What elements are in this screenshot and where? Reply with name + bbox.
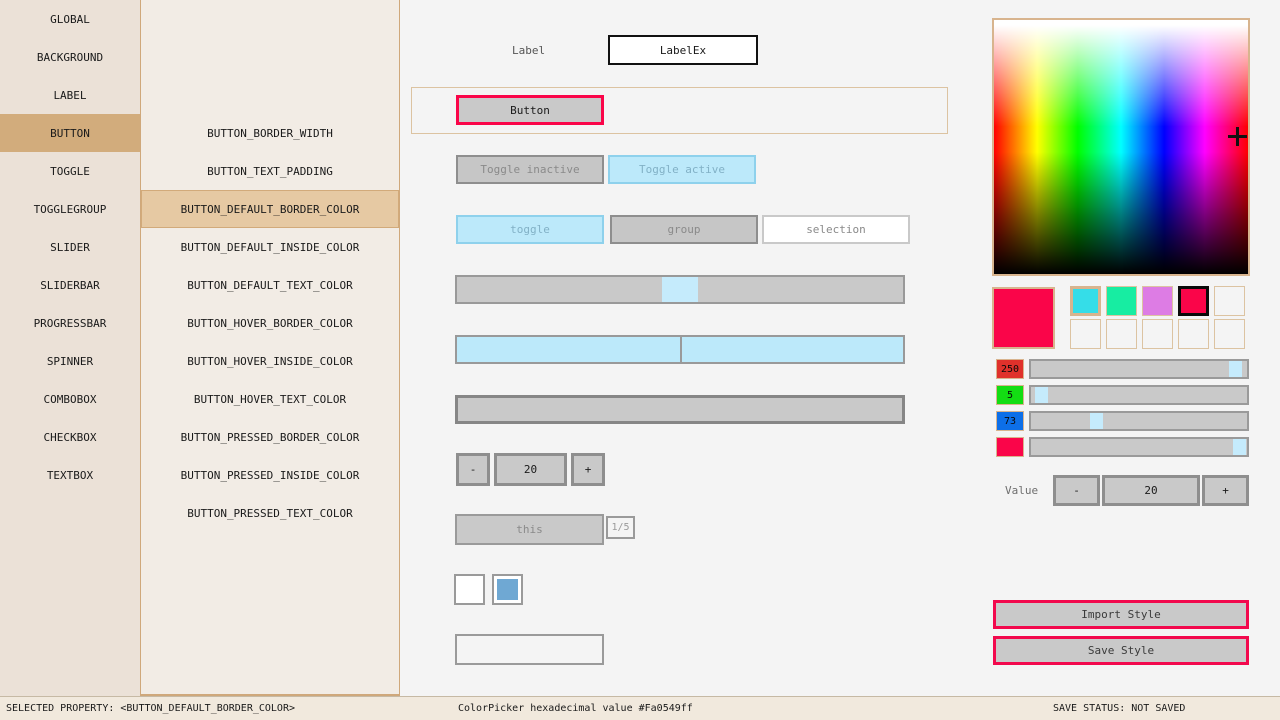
property-item-hover-inside-color[interactable]: BUTTON_HOVER_INSIDE_COLOR: [187, 354, 353, 368]
property-list: [141, 114, 399, 532]
saved-swatch-2[interactable]: [1106, 286, 1137, 316]
widget-preview-area: [400, 0, 960, 696]
sidebar-item-progressbar[interactable]: PROGRESSBAR: [33, 316, 107, 330]
sidebar-item-slider[interactable]: SLIDER: [50, 240, 90, 254]
sidebar-item-spinner[interactable]: SPINNER: [46, 354, 94, 368]
value-spinner-minus-button[interactable]: -: [1053, 475, 1100, 506]
sidebar-item-toggle[interactable]: TOGGLE: [50, 164, 90, 178]
status-save-state: SAVE STATUS: NOT SAVED: [1053, 703, 1186, 714]
preview-textbox[interactable]: [455, 634, 604, 665]
property-item-default-text-color[interactable]: BUTTON_DEFAULT_TEXT_COLOR: [187, 278, 353, 292]
preview-progressbar: [455, 395, 905, 424]
property-item-text-padding[interactable]: BUTTON_TEXT_PADDING: [207, 164, 333, 178]
property-list-panel: [140, 0, 400, 696]
value-spinner-plus-button[interactable]: +: [1202, 475, 1249, 506]
sidebar-item-label[interactable]: LABEL: [53, 88, 87, 102]
saved-swatch-3[interactable]: [1142, 286, 1173, 316]
green-channel-slider[interactable]: [1029, 385, 1249, 405]
green-channel-slider-handle[interactable]: [1035, 387, 1048, 403]
value-spinner-value: 20: [1102, 475, 1200, 506]
alpha-channel-slider-handle[interactable]: [1233, 439, 1246, 455]
property-item-hover-text-color[interactable]: BUTTON_HOVER_TEXT_COLOR: [193, 392, 347, 406]
sidebar-item-sliderbar[interactable]: SLIDERBAR: [40, 278, 100, 292]
blue-channel-value-badge: 73: [996, 411, 1024, 431]
preview-slider-handle[interactable]: [662, 277, 698, 302]
saved-swatch-10-empty[interactable]: [1214, 319, 1245, 349]
sidebar-item-textbox[interactable]: TEXTBOX: [46, 468, 94, 482]
property-item-pressed-text-color[interactable]: BUTTON_PRESSED_TEXT_COLOR: [187, 506, 353, 520]
preview-button[interactable]: [456, 95, 604, 125]
preview-sliderbar-divider: [680, 337, 682, 362]
sidebar-item-background[interactable]: BACKGROUND: [36, 50, 104, 64]
property-item-pressed-border-color[interactable]: BUTTON_PRESSED_BORDER_COLOR: [180, 430, 360, 444]
property-item-border-width[interactable]: BUTTON_BORDER_WIDTH: [207, 126, 333, 140]
property-item-pressed-inside-color[interactable]: BUTTON_PRESSED_INSIDE_COLOR: [180, 468, 360, 482]
preview-spinner-minus-button[interactable]: -: [456, 453, 490, 486]
value-spinner-label: Value: [1005, 484, 1039, 497]
label-caption: Label: [512, 44, 546, 57]
checkbox-check-mark: [497, 579, 518, 600]
current-color-swatch: [992, 287, 1055, 349]
property-item-hover-border-color[interactable]: BUTTON_HOVER_BORDER_COLOR: [187, 316, 353, 330]
sidebar-item-combobox[interactable]: COMBOBOX: [43, 392, 97, 406]
label-example-text: LabelEx: [659, 43, 707, 57]
preview-checkbox-checked[interactable]: [492, 574, 523, 605]
preview-combobox-page-badge: 1/5: [606, 516, 635, 539]
preview-combobox[interactable]: this: [455, 514, 604, 545]
sidebar-item-checkbox[interactable]: CHECKBOX: [43, 430, 97, 444]
category-sidebar: [0, 0, 140, 696]
sidebar-item-global[interactable]: GLOBAL: [50, 12, 90, 26]
save-style-button[interactable]: Save Style: [993, 636, 1249, 665]
blue-channel-slider-handle[interactable]: [1090, 413, 1103, 429]
alpha-channel-color-badge: [996, 437, 1024, 457]
preview-checkbox-unchecked[interactable]: [454, 574, 485, 605]
status-colorpicker-hex: ColorPicker hexadecimal value #Fa0549ff: [458, 703, 693, 714]
blue-channel-slider[interactable]: [1029, 411, 1249, 431]
property-item-default-border-color[interactable]: BUTTON_DEFAULT_BORDER_COLOR: [141, 190, 399, 228]
label-example-box: [608, 35, 758, 65]
red-channel-slider[interactable]: [1029, 359, 1249, 379]
preview-togglegroup-group[interactable]: group: [610, 215, 758, 244]
color-editor-panel: [960, 0, 1280, 696]
color-picker-gradient[interactable]: [992, 18, 1250, 276]
preview-slider[interactable]: [455, 275, 905, 304]
red-channel-slider-handle[interactable]: [1229, 361, 1242, 377]
status-selected-property: SELECTED PROPERTY: <BUTTON_DEFAULT_BORDER_COLOR>: [6, 703, 295, 714]
preview-button-label: Button: [510, 103, 550, 117]
saved-swatch-5-empty[interactable]: [1214, 286, 1245, 316]
status-bar: [0, 696, 1280, 720]
import-style-button[interactable]: Import Style: [993, 600, 1249, 629]
saved-swatch-8-empty[interactable]: [1142, 319, 1173, 349]
picker-crosshair-icon[interactable]: [1228, 127, 1247, 146]
preview-togglegroup-toggle[interactable]: toggle: [456, 215, 604, 244]
sidebar-item-button[interactable]: BUTTON: [0, 114, 140, 152]
preview-spinner-value: 20: [494, 453, 567, 486]
saved-swatch-9-empty[interactable]: [1178, 319, 1209, 349]
preview-spinner-plus-button[interactable]: +: [571, 453, 605, 486]
red-channel-value-badge: 250: [996, 359, 1024, 379]
saved-swatch-6-empty[interactable]: [1070, 319, 1101, 349]
property-item-default-inside-color[interactable]: BUTTON_DEFAULT_INSIDE_COLOR: [180, 240, 360, 254]
saved-swatch-1[interactable]: [1070, 286, 1101, 316]
saved-swatch-4-selected[interactable]: [1178, 286, 1209, 316]
saved-swatch-7-empty[interactable]: [1106, 319, 1137, 349]
preview-toggle-inactive[interactable]: Toggle inactive: [456, 155, 604, 184]
alpha-channel-slider[interactable]: [1029, 437, 1249, 457]
preview-togglegroup-selection[interactable]: selection: [762, 215, 910, 244]
preview-sliderbar[interactable]: [455, 335, 905, 364]
green-channel-value-badge: 5: [996, 385, 1024, 405]
preview-toggle-active[interactable]: Toggle active: [608, 155, 756, 184]
sidebar-item-togglegroup[interactable]: TOGGLEGROUP: [33, 202, 107, 216]
